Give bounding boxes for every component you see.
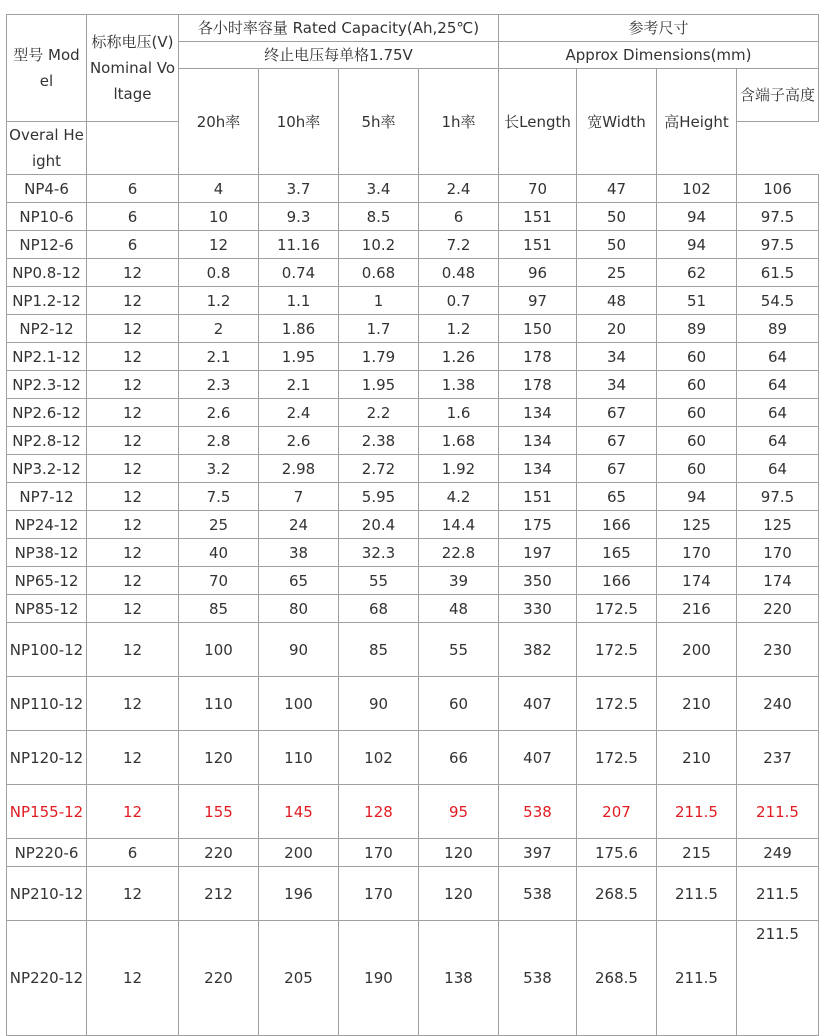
cell-c1: 1.92 (419, 455, 499, 483)
cell-width: 67 (577, 399, 657, 427)
cell-c10: 11.16 (259, 231, 339, 259)
cell-c5: 2.38 (339, 427, 419, 455)
cell-width: 166 (577, 567, 657, 595)
cell-c10: 9.3 (259, 203, 339, 231)
header-dimensions-group: 参考尺寸 (499, 15, 819, 42)
cell-height: 51 (657, 287, 737, 315)
cell-c10: 38 (259, 539, 339, 567)
cell-c5: 1.7 (339, 315, 419, 343)
cell-width: 268.5 (577, 867, 657, 921)
cell-model: NP100-12 (7, 623, 87, 677)
cell-voltage: 12 (87, 287, 179, 315)
cell-length: 134 (499, 427, 577, 455)
cell-model: NP220-12 (7, 921, 87, 1036)
cell-voltage: 12 (87, 427, 179, 455)
cell-overall-height: 54.5 (737, 287, 819, 315)
battery-spec-table (6, 14, 819, 1036)
cell-c10: 90 (259, 623, 339, 677)
header-c10: 10h率 (259, 69, 339, 175)
cell-height: 170 (657, 539, 737, 567)
cell-length: 407 (499, 677, 577, 731)
table-row (7, 595, 819, 623)
cell-c1: 120 (419, 867, 499, 921)
cell-model: NP120-12 (7, 731, 87, 785)
cell-model: NP85-12 (7, 595, 87, 623)
cell-voltage: 12 (87, 623, 179, 677)
header-width: 宽Width (577, 69, 657, 175)
cell-overall-height: 211.5 (737, 921, 819, 1036)
cell-model: NP65-12 (7, 567, 87, 595)
cell-voltage: 12 (87, 511, 179, 539)
cell-c5: 190 (339, 921, 419, 1036)
cell-length: 330 (499, 595, 577, 623)
cell-c5: 2.72 (339, 455, 419, 483)
cell-c5: 1.95 (339, 371, 419, 399)
cell-c5: 170 (339, 839, 419, 867)
cell-c20: 40 (179, 539, 259, 567)
cell-c10: 1.1 (259, 287, 339, 315)
cell-model: NP155-12 (7, 785, 87, 839)
cell-height: 210 (657, 731, 737, 785)
cell-c1: 14.4 (419, 511, 499, 539)
cell-c20: 3.2 (179, 455, 259, 483)
cell-c1: 0.7 (419, 287, 499, 315)
cell-voltage: 12 (87, 921, 179, 1036)
cell-c1: 1.38 (419, 371, 499, 399)
cell-model: NP12-6 (7, 231, 87, 259)
table-row (7, 567, 819, 595)
cell-c5: 68 (339, 595, 419, 623)
cell-c1: 0.48 (419, 259, 499, 287)
table-row (7, 511, 819, 539)
cell-length: 178 (499, 371, 577, 399)
cell-width: 34 (577, 343, 657, 371)
cell-c10: 80 (259, 595, 339, 623)
cell-c1: 2.4 (419, 175, 499, 203)
table-row (7, 371, 819, 399)
cell-height: 94 (657, 483, 737, 511)
cell-c1: 138 (419, 921, 499, 1036)
cell-c1: 1.2 (419, 315, 499, 343)
cell-voltage: 6 (87, 231, 179, 259)
cell-length: 151 (499, 231, 577, 259)
cell-height: 102 (657, 175, 737, 203)
header-voltage: 标称电压(V)Nominal Voltage (87, 15, 179, 122)
cell-voltage: 12 (87, 731, 179, 785)
cell-length: 538 (499, 867, 577, 921)
cell-height: 94 (657, 231, 737, 259)
cell-c10: 3.7 (259, 175, 339, 203)
cell-c1: 48 (419, 595, 499, 623)
table-row (7, 731, 819, 785)
cell-voltage: 12 (87, 677, 179, 731)
cell-voltage: 12 (87, 259, 179, 287)
table-row (7, 677, 819, 731)
cell-length: 151 (499, 203, 577, 231)
cell-c20: 220 (179, 921, 259, 1036)
cell-c1: 6 (419, 203, 499, 231)
cell-overall-height: 174 (737, 567, 819, 595)
cell-c1: 55 (419, 623, 499, 677)
cell-c5: 90 (339, 677, 419, 731)
cell-c1: 1.68 (419, 427, 499, 455)
cell-voltage: 12 (87, 483, 179, 511)
cell-length: 96 (499, 259, 577, 287)
cell-c1: 95 (419, 785, 499, 839)
cell-length: 70 (499, 175, 577, 203)
cell-height: 210 (657, 677, 737, 731)
cell-width: 165 (577, 539, 657, 567)
table-row (7, 539, 819, 567)
cell-height: 94 (657, 203, 737, 231)
cell-c20: 110 (179, 677, 259, 731)
cell-c1: 7.2 (419, 231, 499, 259)
cell-overall-height: 230 (737, 623, 819, 677)
cell-width: 67 (577, 427, 657, 455)
cell-model: NP10-6 (7, 203, 87, 231)
cell-width: 67 (577, 455, 657, 483)
cell-height: 174 (657, 567, 737, 595)
cell-c10: 196 (259, 867, 339, 921)
cell-model: NP4-6 (7, 175, 87, 203)
header-height: 高Height (657, 69, 737, 175)
cell-voltage: 12 (87, 867, 179, 921)
cell-c10: 1.95 (259, 343, 339, 371)
cell-overall-height: 211.5 (737, 867, 819, 921)
cell-c5: 0.68 (339, 259, 419, 287)
cell-c5: 3.4 (339, 175, 419, 203)
cell-length: 407 (499, 731, 577, 785)
cell-c10: 2.98 (259, 455, 339, 483)
cell-c1: 66 (419, 731, 499, 785)
header-c5: 5h率 (339, 69, 419, 175)
cell-c20: 7.5 (179, 483, 259, 511)
cell-width: 207 (577, 785, 657, 839)
table-header (7, 15, 819, 175)
cell-overall-height: 89 (737, 315, 819, 343)
cell-overall-height: 125 (737, 511, 819, 539)
cell-height: 211.5 (657, 785, 737, 839)
cell-length: 350 (499, 567, 577, 595)
cell-overall-height: 97.5 (737, 231, 819, 259)
cell-width: 48 (577, 287, 657, 315)
table-row (7, 231, 819, 259)
cell-c10: 0.74 (259, 259, 339, 287)
cell-width: 175.6 (577, 839, 657, 867)
table-body (7, 175, 819, 1036)
cell-model: NP2.6-12 (7, 399, 87, 427)
cell-voltage: 12 (87, 539, 179, 567)
cell-c20: 4 (179, 175, 259, 203)
header-c1: 1h率 (419, 69, 499, 175)
table-row (7, 259, 819, 287)
cell-c10: 2.1 (259, 371, 339, 399)
table-row (7, 921, 819, 1036)
table-row (7, 483, 819, 511)
header-capacity-group: 各小时率容量 Rated Capacity(Ah,25℃) (179, 15, 499, 42)
cell-width: 25 (577, 259, 657, 287)
cell-overall-height: 97.5 (737, 483, 819, 511)
cell-c20: 2.8 (179, 427, 259, 455)
cell-overall-height: 249 (737, 839, 819, 867)
cell-c5: 5.95 (339, 483, 419, 511)
cell-c20: 0.8 (179, 259, 259, 287)
cell-model: NP1.2-12 (7, 287, 87, 315)
cell-voltage: 6 (87, 175, 179, 203)
cell-c10: 24 (259, 511, 339, 539)
cell-width: 172.5 (577, 595, 657, 623)
header-length: 长Length (499, 69, 577, 175)
cell-model: NP2.3-12 (7, 371, 87, 399)
cell-c5: 102 (339, 731, 419, 785)
cell-model: NP2.8-12 (7, 427, 87, 455)
cell-c20: 1.2 (179, 287, 259, 315)
cell-length: 178 (499, 343, 577, 371)
cell-c5: 85 (339, 623, 419, 677)
cell-overall-height: 220 (737, 595, 819, 623)
cell-width: 34 (577, 371, 657, 399)
cell-height: 125 (657, 511, 737, 539)
cell-voltage: 12 (87, 315, 179, 343)
cell-height: 60 (657, 343, 737, 371)
cell-c20: 2.6 (179, 399, 259, 427)
cell-length: 134 (499, 455, 577, 483)
cell-width: 65 (577, 483, 657, 511)
cell-width: 172.5 (577, 677, 657, 731)
cell-c20: 212 (179, 867, 259, 921)
cell-voltage: 6 (87, 839, 179, 867)
cell-model: NP210-12 (7, 867, 87, 921)
table-row (7, 427, 819, 455)
cell-model: NP38-12 (7, 539, 87, 567)
cell-c10: 2.4 (259, 399, 339, 427)
cell-c5: 1 (339, 287, 419, 315)
cell-c1: 39 (419, 567, 499, 595)
cell-c20: 70 (179, 567, 259, 595)
cell-c1: 1.6 (419, 399, 499, 427)
table-row (7, 839, 819, 867)
cell-c5: 55 (339, 567, 419, 595)
cell-width: 166 (577, 511, 657, 539)
cell-c20: 2 (179, 315, 259, 343)
cell-c1: 22.8 (419, 539, 499, 567)
cell-overall-height: 64 (737, 455, 819, 483)
cell-height: 60 (657, 427, 737, 455)
cell-model: NP110-12 (7, 677, 87, 731)
cell-voltage: 12 (87, 371, 179, 399)
cell-c10: 145 (259, 785, 339, 839)
cell-width: 50 (577, 203, 657, 231)
cell-c5: 32.3 (339, 539, 419, 567)
table-row (7, 785, 819, 839)
cell-length: 134 (499, 399, 577, 427)
cell-height: 60 (657, 455, 737, 483)
header-model: 型号 Model (7, 15, 87, 122)
cell-voltage: 12 (87, 785, 179, 839)
cell-c20: 155 (179, 785, 259, 839)
cell-c20: 10 (179, 203, 259, 231)
header-dimensions-sub: Approx Dimensions(mm) (499, 42, 819, 69)
cell-model: NP7-12 (7, 483, 87, 511)
cell-length: 397 (499, 839, 577, 867)
cell-voltage: 12 (87, 455, 179, 483)
cell-height: 211.5 (657, 867, 737, 921)
cell-width: 50 (577, 231, 657, 259)
cell-c5: 20.4 (339, 511, 419, 539)
cell-voltage: 12 (87, 343, 179, 371)
cell-overall-height: 97.5 (737, 203, 819, 231)
cell-height: 215 (657, 839, 737, 867)
cell-overall-height: 211.5 (737, 785, 819, 839)
table-row (7, 175, 819, 203)
header-c20: 20h率 (179, 69, 259, 175)
cell-overall-height: 170 (737, 539, 819, 567)
cell-height: 60 (657, 371, 737, 399)
cell-width: 172.5 (577, 731, 657, 785)
table-row (7, 867, 819, 921)
cell-overall-height: 64 (737, 427, 819, 455)
cell-c20: 220 (179, 839, 259, 867)
table-row (7, 315, 819, 343)
cell-c10: 1.86 (259, 315, 339, 343)
cell-height: 89 (657, 315, 737, 343)
cell-model: NP220-6 (7, 839, 87, 867)
cell-c1: 1.26 (419, 343, 499, 371)
cell-c20: 100 (179, 623, 259, 677)
cell-length: 538 (499, 785, 577, 839)
cell-voltage: 12 (87, 399, 179, 427)
cell-overall-height: 61.5 (737, 259, 819, 287)
cell-c10: 7 (259, 483, 339, 511)
cell-width: 268.5 (577, 921, 657, 1036)
table-row (7, 343, 819, 371)
cell-c5: 2.2 (339, 399, 419, 427)
cell-model: NP3.2-12 (7, 455, 87, 483)
cell-c20: 12 (179, 231, 259, 259)
cell-c10: 2.6 (259, 427, 339, 455)
cell-overall-height: 64 (737, 399, 819, 427)
cell-c10: 100 (259, 677, 339, 731)
cell-model: NP2.1-12 (7, 343, 87, 371)
cell-model: NP2-12 (7, 315, 87, 343)
cell-length: 382 (499, 623, 577, 677)
table-row (7, 399, 819, 427)
cell-c10: 65 (259, 567, 339, 595)
cell-c5: 170 (339, 867, 419, 921)
cell-c5: 8.5 (339, 203, 419, 231)
cell-overall-height: 64 (737, 343, 819, 371)
cell-c20: 85 (179, 595, 259, 623)
cell-c1: 120 (419, 839, 499, 867)
table-row (7, 287, 819, 315)
cell-length: 97 (499, 287, 577, 315)
cell-length: 175 (499, 511, 577, 539)
cell-c20: 2.1 (179, 343, 259, 371)
cell-c20: 25 (179, 511, 259, 539)
cell-height: 200 (657, 623, 737, 677)
cell-c20: 120 (179, 731, 259, 785)
cell-height: 211.5 (657, 921, 737, 1036)
cell-voltage: 12 (87, 595, 179, 623)
table-row (7, 455, 819, 483)
cell-overall-height: 64 (737, 371, 819, 399)
header-capacity-sub: 终止电压每单格1.75V (179, 42, 499, 69)
cell-width: 172.5 (577, 623, 657, 677)
table-row (7, 623, 819, 677)
cell-model: NP24-12 (7, 511, 87, 539)
cell-c5: 10.2 (339, 231, 419, 259)
cell-height: 216 (657, 595, 737, 623)
cell-overall-height: 237 (737, 731, 819, 785)
cell-length: 538 (499, 921, 577, 1036)
cell-width: 47 (577, 175, 657, 203)
cell-c10: 205 (259, 921, 339, 1036)
header-overall-cn: 含端子高度 (737, 69, 819, 122)
cell-overall-height: 240 (737, 677, 819, 731)
table-row (7, 203, 819, 231)
cell-c20: 2.3 (179, 371, 259, 399)
cell-c1: 60 (419, 677, 499, 731)
cell-length: 150 (499, 315, 577, 343)
cell-length: 151 (499, 483, 577, 511)
cell-voltage: 6 (87, 203, 179, 231)
cell-c1: 4.2 (419, 483, 499, 511)
header-overall-en: Overal Height (7, 122, 87, 175)
cell-model: NP0.8-12 (7, 259, 87, 287)
cell-c5: 128 (339, 785, 419, 839)
cell-c10: 110 (259, 731, 339, 785)
cell-length: 197 (499, 539, 577, 567)
cell-height: 60 (657, 399, 737, 427)
cell-c10: 200 (259, 839, 339, 867)
cell-height: 62 (657, 259, 737, 287)
cell-voltage: 12 (87, 567, 179, 595)
cell-width: 20 (577, 315, 657, 343)
cell-c5: 1.79 (339, 343, 419, 371)
cell-overall-height: 106 (737, 175, 819, 203)
